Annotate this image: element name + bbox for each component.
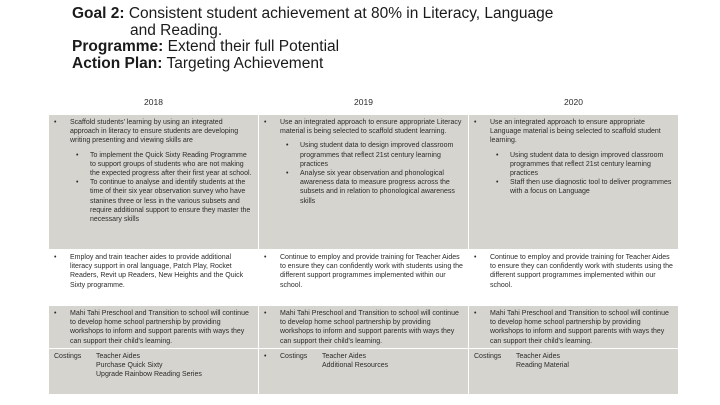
year-header-2020: 2020 <box>469 92 679 115</box>
bullet: • <box>496 151 499 159</box>
cell-text: Use an integrated approach to ensure appropriate Language material is being selected to scaffold student learning. <box>490 119 661 145</box>
costings-label: Costings <box>54 353 82 360</box>
sub-list-item <box>496 178 673 196</box>
bullet: • <box>264 119 267 126</box>
cell-2019-teacher-aides <box>259 250 469 306</box>
sub-list-item <box>76 151 253 179</box>
list-item <box>264 118 463 136</box>
costing-item: Teacher Aides <box>322 353 366 360</box>
bullet: • <box>286 142 289 150</box>
list-item <box>264 253 463 290</box>
costings-block <box>280 352 463 370</box>
cell-text: Mahi Tahi Preschool and Transition to school will continue to develop home school partnership by providing workshops to inform and support parents with ways they can support their child's learning. <box>280 310 459 345</box>
programme-label: Programme: <box>72 38 164 55</box>
goal-text: Consistent student achievement at 80% in Literacy, Language <box>128 5 554 22</box>
costings-label: Costings <box>280 353 308 360</box>
cell-text: Continue to employ and provide training for Teacher Aides to ensure they can confidently work with students using the different support programmes implemented within our school. <box>490 254 673 289</box>
programme-line <box>72 39 692 56</box>
sub-list-item <box>286 169 463 206</box>
cell-text: Continue to employ and provide training for Teacher Aides to ensure they can confidently work with students using the different support programmes implemented within our school. <box>280 254 463 289</box>
cell-2019-costings <box>259 349 469 395</box>
year-header-row <box>49 92 679 115</box>
sub-item-text: To continue to analyse and identify students at the time of their six year observation survey who have stanines three or less in the various subsets and require additional support to ensure they master the necessary skills <box>90 179 251 224</box>
sub-item-text: Using student data to design improved classroom programmes that reflect 21st century learning practices <box>510 151 664 178</box>
sub-list-item <box>286 141 463 169</box>
year-header-2018: 2018 <box>49 92 259 115</box>
bullet: • <box>474 119 477 126</box>
cell-2020-mahi-tahi <box>469 306 679 349</box>
cell-2018-costings <box>49 349 259 395</box>
sub-item-text: Staff then use diagnostic tool to deliver programmes with a focus on Language <box>510 179 672 196</box>
costing-item: Reading Material <box>516 362 569 370</box>
bullet: • <box>76 151 79 159</box>
list-item <box>264 352 463 370</box>
costing-item: Purchase Quick Sixty <box>96 362 163 370</box>
year-header-2019: 2019 <box>259 92 469 115</box>
costing-item: Upgrade Rainbow Reading Series <box>96 371 202 379</box>
action-plan-line <box>72 56 692 73</box>
table-row-mahi-tahi <box>49 306 679 349</box>
bullet: • <box>264 310 267 317</box>
list-item <box>54 118 253 146</box>
bullet: • <box>54 119 57 126</box>
sub-item-text: To implement the Quick Sixty Reading Programme to support groups of students who are not making the expected progress after their first year at school. <box>90 151 252 178</box>
table-row-teacher-aides <box>49 250 679 306</box>
cell-text: Mahi Tahi Preschool and Transition to school will continue to develop home school partnership by providing workshops to inform and support parents with ways they can support their child's learning. <box>490 310 669 345</box>
cell-text: Use an integrated approach to ensure appropriate Literacy material is being selected to scaffold student learning. <box>280 119 462 136</box>
costings-block <box>54 352 253 380</box>
bullet: • <box>474 254 477 261</box>
cell-2020-costings <box>469 349 679 395</box>
bullet: • <box>474 310 477 317</box>
list-item <box>474 309 673 346</box>
action-plan-text: Targeting Achievement <box>166 54 324 72</box>
costing-item: Teacher Aides <box>516 353 560 360</box>
cell-2018-teacher-aides <box>49 250 259 306</box>
sub-item-text: Using student data to design improved classroom programmes that reflect 21st century learning practices <box>300 142 454 168</box>
bullet: • <box>496 179 499 187</box>
goal-line <box>72 6 692 23</box>
list-item <box>264 309 463 346</box>
cell-text: Employ and train teacher aides to provide additional literacy support in oral language, Patch Play, Rocket Readers, Revit up Readers, New Heights and the Quick Sixty programme. <box>70 254 244 289</box>
cell-2019-mahi-tahi <box>259 306 469 349</box>
bullet: • <box>286 170 289 178</box>
action-plan-table <box>48 92 679 395</box>
cell-text: Mahi Tahi Preschool and Transition to school will continue to develop home school partnership by providing workshops to inform and support parents with ways they can support their child's learning. <box>70 310 249 345</box>
cell-2020-teacher-aides <box>469 250 679 306</box>
bullet: • <box>76 179 79 187</box>
costing-item: Teacher Aides <box>96 353 140 360</box>
programme-text: Extend their full Potential <box>167 38 340 55</box>
table-row-integrated-approach <box>49 115 679 250</box>
action-plan-label: Action Plan: <box>72 54 163 72</box>
decorative-border <box>0 0 8 405</box>
sub-list-item <box>496 151 673 179</box>
cell-2019-integrated <box>259 115 469 250</box>
bullet: • <box>54 310 57 317</box>
list-item <box>474 253 673 290</box>
table-row-costings <box>49 349 679 395</box>
cell-2018-mahi-tahi <box>49 306 259 349</box>
bullet: • <box>54 254 57 261</box>
sub-list-item <box>76 178 253 224</box>
goal-label: Goal 2: <box>72 5 125 22</box>
sub-item-text: Analyse six year observation and phonological awareness data to measure progress across the subsets and in relation to phonological awareness skills <box>300 170 455 205</box>
goal-text-continued: and Reading. <box>130 21 223 39</box>
list-item <box>54 309 253 346</box>
cell-2018-integrated <box>49 115 259 250</box>
bullet: • <box>264 254 267 261</box>
bullet: • <box>264 353 267 360</box>
cell-2020-integrated <box>469 115 679 250</box>
costing-item: Additional Resources <box>322 362 389 370</box>
list-item <box>54 253 253 290</box>
list-item <box>474 118 673 146</box>
costings-block <box>474 352 673 370</box>
costings-label: Costings <box>474 353 502 360</box>
cell-text: Scaffold students' learning by using an integrated approach in literacy to ensure students are developing writing presenting and viewing skills are <box>70 119 239 145</box>
goal-line-continued <box>72 23 692 40</box>
slide-header <box>72 6 692 72</box>
